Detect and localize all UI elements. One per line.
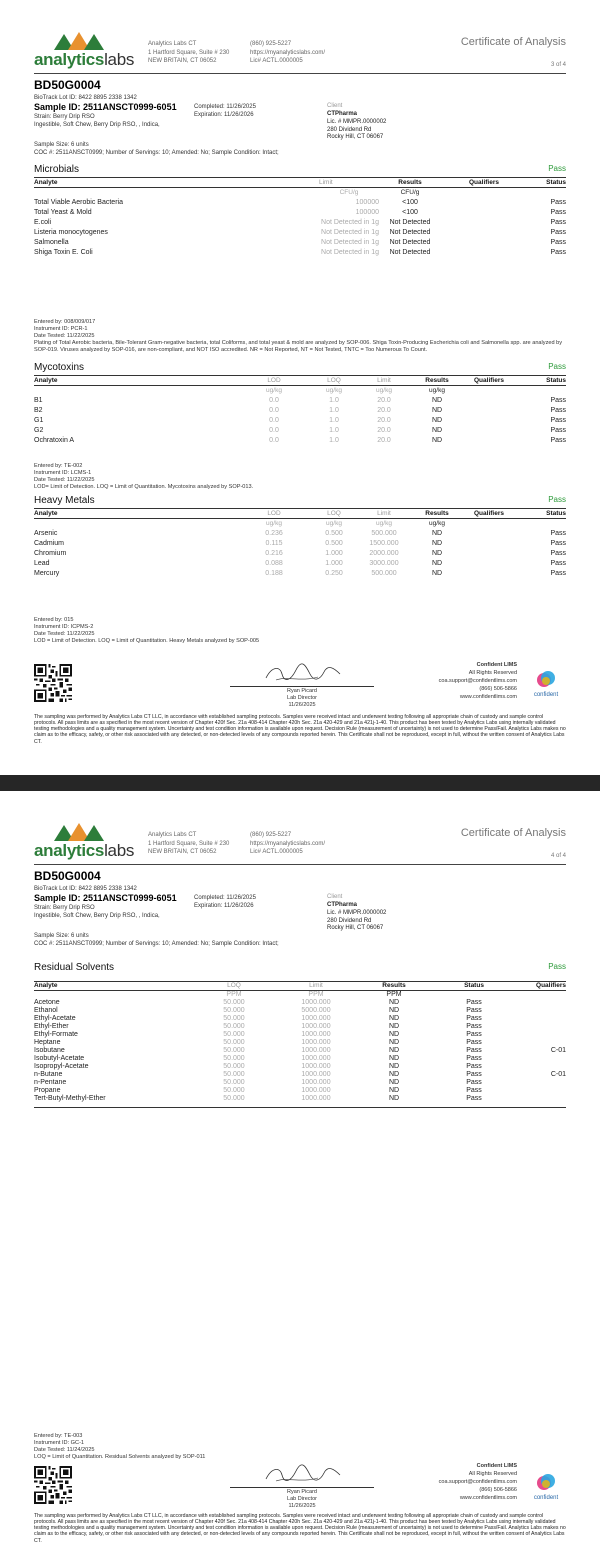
status-cell: Pass — [550, 229, 566, 236]
loq-cell: 0.500 — [325, 530, 343, 537]
result-cell: ND — [388, 999, 400, 1006]
lab-contact: (860) 925-5227 https://myanalyticslabs.com/ Lic# ACTL.0000005 — [250, 41, 326, 65]
lod-cell: 0.0 — [269, 397, 279, 404]
heavy-metals-section — [34, 493, 566, 579]
client-label: Client — [327, 894, 343, 900]
biotrack-lot: BioTrack Lot ID: 8422 8895 2338 1342 — [34, 95, 137, 101]
limit-cell: 2000.000 — [369, 550, 399, 557]
loq-cell: 1.000 — [325, 550, 343, 557]
analyte-cell: Arsenic — [34, 530, 58, 537]
status-cell: Pass — [550, 540, 566, 547]
analyte-cell: B1 — [34, 397, 43, 404]
result-cell: ND — [431, 407, 443, 414]
section-title: Microbials — [34, 163, 80, 175]
confident-logo-icon — [536, 670, 556, 688]
signature-icon — [262, 662, 342, 684]
result-cell: ND — [431, 530, 443, 537]
analyte-cell: Heptane — [34, 1039, 61, 1046]
lod-cell: 0.216 — [265, 550, 283, 557]
result-cell: ND — [388, 1039, 400, 1046]
section-title: Heavy Metals — [34, 494, 95, 506]
sample-size-block: Sample Size: 6 units COC #: 2511ANSCT0999; Number of Servings: 10; Amended: No; Sample Condition: Intact; — [34, 142, 279, 156]
lod-cell: 0.0 — [269, 417, 279, 424]
analyte-cell: Cadmium — [34, 540, 64, 547]
confident-lims-info: Confident LIMS All Rights Reserved coa.support@confidentlims.com (866) 506-5866 www.confidentlims.com — [438, 1463, 517, 1501]
table-row — [34, 198, 566, 208]
page-number: 4 of 4 — [550, 853, 566, 859]
result-cell: ND — [431, 570, 443, 577]
table-header: Analyte LOQ Limit Results Status Qualifiers — [34, 982, 566, 989]
status-cell: Pass — [550, 560, 566, 567]
limit-cell: 1000.000 — [301, 1023, 331, 1030]
client-info: CTPharma Lic. # MMPR.0000002 280 Dividend Rd Rocky Hill, CT 06067 — [327, 111, 387, 141]
result-cell: ND — [431, 437, 443, 444]
status-cell: Pass — [550, 209, 566, 216]
loq-cell: 1.0 — [329, 437, 339, 444]
disclaimer: The sampling was performed by Analytics Labs CT LLC, in accordance with established sampling protocols. Samples were received intact and underwent testing following all appropriate chain of custody and sample control protocols. All pass limits are as specified in the most recent version of Chapter 420f Sec. 21a 408-414 Chapter 420h Sec. 21a 420-429 and 21a 421j-1-40. This product has been tested by Analytics Labs using internally validated testing methodologies and a quality management system. Uncertainty and test condition information is available upon request. Decision Rule (measurement of uncertainty) is not used to determine Pass/Fail. Analytics Labs makes no claim as to the efficacy, safety, or other risk associated with any detected, or non-detected levels of any compounds reported herein. This Certificate shall not be reproduced, except in full, without the written consent of Analytics Labs CT. — [34, 1513, 566, 1544]
status-cell: Pass — [550, 427, 566, 434]
status-cell: Pass — [466, 1039, 482, 1046]
result-cell: ND — [431, 560, 443, 567]
lab-contact: (860) 925-5227 https://myanalyticslabs.com/ Lic# ACTL.0000005 — [250, 832, 326, 856]
result-cell: <100 — [402, 209, 418, 216]
limit-cell: Not Detected in 1g — [321, 239, 379, 246]
analyte-cell: Salmonella — [34, 239, 69, 246]
status-cell: Pass — [550, 550, 566, 557]
header-divider — [34, 73, 566, 74]
limit-cell: 5000.000 — [301, 1007, 331, 1014]
status-badge: Pass — [548, 494, 566, 504]
limit-cell: 20.0 — [377, 427, 391, 434]
analyte-cell: Shiga Toxin E. Coli — [34, 249, 93, 256]
confident-logo: confident — [526, 670, 566, 699]
loq-cell: 50.000 — [223, 1015, 245, 1022]
status-cell: Pass — [466, 999, 482, 1006]
table-row — [34, 1063, 566, 1071]
status-cell: Pass — [466, 1079, 482, 1086]
table-row — [34, 559, 566, 569]
analyte-cell: Mercury — [34, 570, 60, 577]
limit-cell: 500.000 — [371, 530, 397, 537]
lod-cell: 0.088 — [265, 560, 283, 567]
status-cell: Pass — [466, 1023, 482, 1030]
analyte-cell: Listeria monocytogenes — [34, 229, 108, 236]
mountain-logo-icon — [54, 821, 104, 841]
table-row — [34, 426, 566, 436]
loq-cell: 50.000 — [223, 999, 245, 1006]
status-cell: Pass — [466, 1063, 482, 1070]
confident-lims-info: Confident LIMS All Rights Reserved coa.support@confidentlims.com (866) 506-5866 www.confidentlims.com — [438, 662, 517, 700]
limit-cell: 20.0 — [377, 397, 391, 404]
analyte-cell: Ethyl-Formate — [34, 1031, 78, 1038]
lab-address: Analytics Labs CT 1 Hartford Square, Suite # 230 NEW BRITAIN, CT 06052 — [148, 832, 230, 856]
analytics-labs-logo — [34, 821, 140, 861]
limit-cell: 1000.000 — [301, 1047, 331, 1054]
mycotoxins-section — [34, 360, 566, 446]
client-info: CTPharma Lic. # MMPR.0000002 280 Dividend Rd Rocky Hill, CT 06067 — [327, 902, 387, 932]
loq-cell: 50.000 — [223, 1031, 245, 1038]
table-row — [34, 539, 566, 549]
table-row — [34, 208, 566, 218]
limit-cell: 1500.000 — [369, 540, 399, 547]
table-row — [34, 1047, 566, 1055]
limit-cell: 1000.000 — [301, 1079, 331, 1086]
coa-page-3 — [0, 0, 600, 775]
section-title: Residual Solvents — [34, 961, 115, 973]
limit-cell: 1000.000 — [301, 1087, 331, 1094]
dates-block: Completed: 11/26/2025 Expiration: 11/26/2026 — [194, 895, 256, 909]
signature-block: Ryan Picard Lab Director 11/26/2025 — [230, 660, 374, 709]
loq-cell: 1.0 — [329, 397, 339, 404]
analyte-cell: n-Butane — [34, 1071, 63, 1078]
limit-cell: 1000.000 — [301, 1071, 331, 1078]
header-divider — [34, 864, 566, 865]
table-header: Analyte LOD LOQ Limit Results Qualifiers Status — [34, 510, 566, 517]
section-title: Mycotoxins — [34, 361, 85, 373]
limit-cell: Not Detected in 1g — [321, 249, 379, 256]
microbials-notes: Entered by: 008/009/017 Instrument ID: PCR-1 Date Tested: 11/22/2025 Plating of Total Aerobic bacteria, Bile-Tolerant Gram-negative bacteria, total Coliforms, and total yeast & mold are analyzed by SOP-006. Shiga Toxin-Producing Escherichia coli and Salmonella spp. are analyzed by SOP-019. Viruses analyzed by SOP-016, are non-compliant, and NOT ISO accredited. NR = Not Reported, NT = Not Tested, TNTC = Too Numerous To Count. — [34, 319, 563, 353]
disclaimer: The sampling was performed by Analytics Labs CT LLC, in accordance with established sampling protocols. Samples were received intact and underwent testing following all appropriate chain of custody and sample control protocols. All pass limits are as specified in the most recent version of Chapter 420f Sec. 21a 408-414 Chapter 420h Sec. 21a 420-429 and 21a 421j-1-40. This product has been tested by Analytics Labs using internally validated testing methodologies and a quality management system. Uncertainty and test condition information is available upon request. Decision Rule (measurement of uncertainty) is not used to determine Pass/Fail. Analytics Labs makes no claim as to the efficacy, safety, or other risk associated with any detected, or non-detected levels of any compounds reported herein. This Certificate shall not be reproduced, except in full, without the written consent of Analytics Labs CT. — [34, 714, 566, 745]
status-cell: Pass — [550, 407, 566, 414]
status-cell: Pass — [550, 437, 566, 444]
result-cell: Not Detected — [389, 219, 431, 226]
table-row — [34, 436, 566, 446]
analyte-cell: Ethyl-Acetate — [34, 1015, 76, 1022]
table-row — [34, 569, 566, 579]
status-cell: Pass — [466, 1047, 482, 1054]
table-row — [34, 238, 566, 248]
loq-cell: 50.000 — [223, 1079, 245, 1086]
dates-block: Completed: 11/26/2025 Expiration: 11/26/2026 — [194, 104, 256, 118]
table-row — [34, 1039, 566, 1047]
page-number: 3 of 4 — [550, 62, 566, 68]
residual-solvents-notes: Entered by: TE-003 Instrument ID: GC-1 Date Tested: 11/24/2025 LOQ = Limit of Quantitation. Residual Solvents analyzed by SOP-011 — [34, 1433, 206, 1460]
table-row — [34, 406, 566, 416]
mountain-logo-icon — [54, 30, 104, 50]
analyte-cell: G1 — [34, 417, 44, 424]
table-row — [34, 1079, 566, 1087]
doc-title: Certificate of Analysis — [460, 827, 566, 839]
result-cell: ND — [431, 427, 443, 434]
coa-page-4 — [0, 791, 600, 1566]
limit-cell: 1000.000 — [301, 1039, 331, 1046]
analyte-cell: Chromium — [34, 550, 67, 557]
status-cell: Pass — [466, 1071, 482, 1078]
logo-wordmark: analyticslabs — [34, 50, 135, 69]
limit-cell: 3000.000 — [369, 560, 399, 567]
result-cell: ND — [388, 1055, 400, 1062]
table-row — [34, 1087, 566, 1095]
status-cell: Pass — [550, 530, 566, 537]
confident-logo-icon — [536, 1473, 556, 1491]
status-badge: Pass — [548, 961, 566, 971]
status-badge: Pass — [548, 163, 566, 173]
sample-id: Sample ID: 2511ANSCT0999-6051 — [34, 102, 177, 112]
loq-cell: 50.000 — [223, 1047, 245, 1054]
analyte-cell: Ethanol — [34, 1007, 58, 1014]
loq-cell: 0.500 — [325, 540, 343, 547]
status-cell: Pass — [550, 219, 566, 226]
status-badge: Pass — [548, 361, 566, 371]
qualifier-cell: C-01 — [550, 1071, 566, 1078]
limit-cell: Not Detected in 1g — [321, 219, 379, 226]
result-cell: ND — [431, 550, 443, 557]
table-row — [34, 248, 566, 258]
result-cell: ND — [388, 1015, 400, 1022]
lod-cell: 0.188 — [265, 570, 283, 577]
status-cell: Pass — [550, 239, 566, 246]
loq-cell: 1.0 — [329, 417, 339, 424]
limit-cell: 20.0 — [377, 437, 391, 444]
loq-cell: 50.000 — [223, 1087, 245, 1094]
analyte-cell: Isobutane — [34, 1047, 65, 1054]
limit-cell: Not Detected in 1g — [321, 229, 379, 236]
limit-cell: 100000 — [355, 199, 379, 206]
table-bottom-rule — [34, 1107, 566, 1108]
analyte-cell: Isobutyl-Acetate — [34, 1055, 85, 1062]
table-row — [34, 529, 566, 539]
analyte-cell: B2 — [34, 407, 43, 414]
limit-cell: 1000.000 — [301, 1015, 331, 1022]
loq-cell: 50.000 — [223, 1039, 245, 1046]
loq-cell: 50.000 — [223, 1071, 245, 1078]
table-row — [34, 1095, 566, 1103]
table-row — [34, 1055, 566, 1063]
analyte-cell: Tert-Butyl-Methyl-Ether — [34, 1095, 106, 1102]
lod-cell: 0.0 — [269, 427, 279, 434]
analyte-cell: Ochratoxin A — [34, 437, 75, 444]
logo-wordmark: analyticslabs — [34, 841, 135, 860]
status-cell: Pass — [466, 1095, 482, 1102]
result-cell: ND — [431, 540, 443, 547]
units-row: PPM PPM PPM — [226, 991, 402, 998]
table-row — [34, 218, 566, 228]
analyte-cell: Propane — [34, 1087, 61, 1094]
analyte-cell: Total Yeast & Mold — [34, 209, 92, 216]
loq-cell: 50.000 — [223, 1063, 245, 1070]
analyte-cell: E.coli — [34, 219, 52, 226]
status-cell: Pass — [466, 1015, 482, 1022]
result-cell: Not Detected — [389, 239, 431, 246]
residual-solvents-section — [34, 960, 566, 1103]
limit-cell: 20.0 — [377, 417, 391, 424]
table-row — [34, 228, 566, 238]
sample-size-block: Sample Size: 6 units COC #: 2511ANSCT0999; Number of Servings: 10; Amended: No; Sample Condition: Intact; — [34, 933, 279, 947]
units-row: CFU/g CFU/g — [339, 189, 420, 196]
signature-icon — [262, 1463, 342, 1485]
result-cell: ND — [431, 417, 443, 424]
analyte-cell: n-Pentane — [34, 1079, 67, 1086]
loq-cell: 1.0 — [329, 427, 339, 434]
batch-id: BD50G0004 — [34, 78, 101, 92]
signature-block: Ryan Picard Lab Director 11/26/2025 — [230, 1461, 374, 1510]
confident-logo: confident — [526, 1473, 566, 1502]
table-row — [34, 1007, 566, 1015]
batch-id: BD50G0004 — [34, 869, 101, 883]
result-cell: ND — [431, 397, 443, 404]
loq-cell: 1.000 — [325, 560, 343, 567]
result-cell: Not Detected — [389, 229, 431, 236]
limit-cell: 1000.000 — [301, 1055, 331, 1062]
units-row: ug/kg ug/kg ug/kg ug/kg — [266, 387, 445, 394]
qualifier-cell: C-01 — [550, 1047, 566, 1054]
result-cell: ND — [388, 1087, 400, 1094]
lod-cell: 0.115 — [265, 540, 283, 547]
page-separator — [0, 775, 600, 791]
table-row — [34, 999, 566, 1007]
status-cell: Pass — [550, 199, 566, 206]
limit-cell: 1000.000 — [301, 999, 331, 1006]
heavy-metals-notes: Entered by: 015 Instrument ID: ICPMS-2 Date Tested: 11/22/2025 LOD = Limit of Detection. LOQ = Limit of Quantitation. Heavy Metals analyzed by SOP-005 — [34, 617, 260, 644]
table-row — [34, 1015, 566, 1023]
loq-cell: 0.250 — [325, 570, 343, 577]
status-cell: Pass — [550, 417, 566, 424]
status-cell: Pass — [550, 249, 566, 256]
doc-title: Certificate of Analysis — [460, 36, 566, 48]
mycotoxins-notes: Entered by: TE-002 Instrument ID: LCMS-1 Date Tested: 11/22/2025 LOD= Limit of Detection. LOQ = Limit of Quantitation. Mycotoxins analyzed by SOP-013. — [34, 463, 254, 490]
table-row — [34, 1031, 566, 1039]
loq-cell: 50.000 — [223, 1055, 245, 1062]
status-cell: Pass — [466, 1055, 482, 1062]
table-row — [34, 1071, 566, 1079]
table-row — [34, 549, 566, 559]
qr-code-icon — [34, 664, 72, 702]
status-cell: Pass — [550, 397, 566, 404]
result-cell: ND — [388, 1079, 400, 1086]
status-cell: Pass — [550, 570, 566, 577]
analyte-cell: Ethyl-Ether — [34, 1023, 69, 1030]
analyte-cell: Acetone — [34, 999, 60, 1006]
limit-cell: 100000 — [355, 209, 379, 216]
sample-id: Sample ID: 2511ANSCT0999-6051 — [34, 893, 177, 903]
strain-block: Strain: Berry Drip RSO Ingestible, Soft Chew, Berry Drip RSO, , Indica, — [34, 114, 160, 128]
microbials-section — [34, 162, 566, 258]
loq-cell: 50.000 — [223, 1023, 245, 1030]
limit-cell: 1000.000 — [301, 1095, 331, 1102]
status-cell: Pass — [466, 1087, 482, 1094]
result-cell: ND — [388, 1047, 400, 1054]
biotrack-lot: BioTrack Lot ID: 8422 8895 2338 1342 — [34, 886, 137, 892]
result-cell: ND — [388, 1031, 400, 1038]
analyte-cell: Isopropyl-Acetate — [34, 1063, 89, 1070]
table-row — [34, 1023, 566, 1031]
status-cell: Pass — [466, 1007, 482, 1014]
analyte-cell: Total Viable Aerobic Bacteria — [34, 199, 123, 206]
table-row — [34, 396, 566, 406]
status-cell: Pass — [466, 1031, 482, 1038]
result-cell: ND — [388, 1095, 400, 1102]
loq-cell: 50.000 — [223, 1095, 245, 1102]
result-cell: ND — [388, 1071, 400, 1078]
lod-cell: 0.0 — [269, 407, 279, 414]
loq-cell: 50.000 — [223, 1007, 245, 1014]
result-cell: ND — [388, 1063, 400, 1070]
result-cell: ND — [388, 1007, 400, 1014]
result-cell: Not Detected — [389, 249, 431, 256]
limit-cell: 1000.000 — [301, 1031, 331, 1038]
limit-cell: 500.000 — [371, 570, 397, 577]
limit-cell: 1000.000 — [301, 1063, 331, 1070]
client-label: Client — [327, 103, 343, 109]
limit-cell: 20.0 — [377, 407, 391, 414]
lod-cell: 0.236 — [265, 530, 283, 537]
analyte-cell: G2 — [34, 427, 44, 434]
result-cell: ND — [388, 1023, 400, 1030]
analyte-cell: Lead — [34, 560, 50, 567]
table-row — [34, 416, 566, 426]
units-row: ug/kg ug/kg ug/kg ug/kg — [266, 520, 445, 527]
loq-cell: 1.0 — [329, 407, 339, 414]
result-cell: <100 — [402, 199, 418, 206]
lab-address: Analytics Labs CT 1 Hartford Square, Suite # 230 NEW BRITAIN, CT 06052 — [148, 41, 230, 65]
analytics-labs-logo — [34, 30, 140, 70]
qr-code-icon — [34, 1466, 72, 1504]
lod-cell: 0.0 — [269, 437, 279, 444]
strain-block: Strain: Berry Drip RSO Ingestible, Soft Chew, Berry Drip RSO, , Indica, — [34, 905, 160, 919]
table-header: Analyte LOD LOQ Limit Results Qualifiers Status — [34, 377, 566, 384]
table-header: Analyte Limit Results Qualifiers Status — [34, 179, 566, 186]
